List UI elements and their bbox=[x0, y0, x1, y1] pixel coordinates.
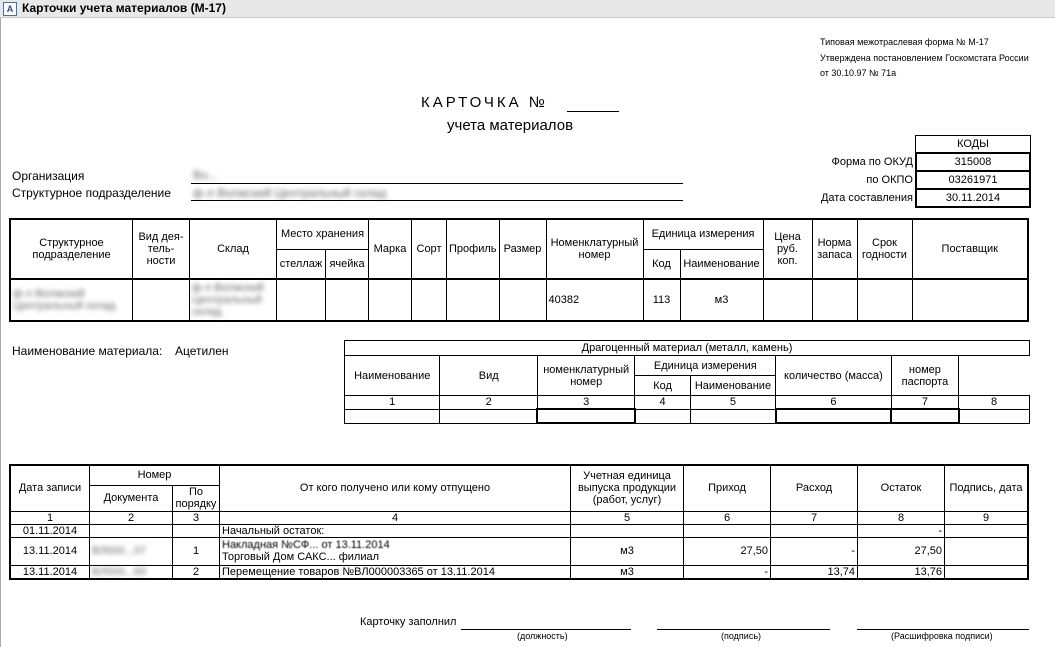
okpo-label: по ОКПО bbox=[866, 174, 913, 186]
row-order: 1 bbox=[173, 537, 220, 565]
card-title: КАРТОЧКА № bbox=[421, 94, 548, 111]
row2-passport bbox=[891, 409, 958, 423]
row-sign bbox=[945, 537, 1029, 565]
row-nomen: 40382 bbox=[546, 279, 643, 321]
row2-name bbox=[345, 409, 440, 423]
th2-blank bbox=[959, 356, 1030, 396]
row-from-line1: Накладная №СФ... от 13.11.2014 bbox=[222, 539, 390, 551]
row2-kind bbox=[440, 409, 537, 423]
codes-table bbox=[763, 135, 1031, 208]
th-profile: Профиль bbox=[447, 219, 500, 279]
num2-1: 1 bbox=[345, 396, 440, 410]
row2-code bbox=[635, 409, 690, 423]
document-icon: A bbox=[3, 2, 17, 16]
num2-8: 8 bbox=[959, 396, 1030, 410]
row-unit: м3 bbox=[571, 537, 684, 565]
num3-2: 2 bbox=[90, 511, 173, 524]
th3-sign: Подпись, дата bbox=[945, 465, 1029, 511]
dept-label: Структурное подразделение bbox=[12, 186, 171, 200]
th3-out: Расход bbox=[771, 465, 858, 511]
row-brand bbox=[369, 279, 412, 321]
th-warehouse: Склад bbox=[190, 219, 277, 279]
th3-number: Номер bbox=[90, 465, 220, 485]
row-order: 2 bbox=[173, 565, 220, 579]
row-in: 27,50 bbox=[684, 537, 771, 565]
decoding-caption: (Расшифровка подписи) bbox=[891, 631, 993, 641]
form-header-line3: от 30.10.97 № 71а bbox=[820, 68, 897, 78]
row-from-line2: Торговый Дом САКС... филиал bbox=[222, 551, 380, 563]
row-rack bbox=[277, 279, 326, 321]
precious-material-table bbox=[344, 340, 1030, 424]
th2-passport: номер паспорта bbox=[891, 356, 958, 396]
th-size: Размер bbox=[499, 219, 546, 279]
title-bar bbox=[0, 0, 1055, 18]
th-unit: Единица измерения bbox=[643, 219, 763, 249]
num2-5: 5 bbox=[690, 396, 775, 410]
row-shelf bbox=[857, 279, 912, 321]
num2-3: 3 bbox=[537, 396, 634, 410]
row-rest: 27,50 bbox=[858, 537, 945, 565]
th-unit-name: Наименование bbox=[680, 249, 763, 279]
th-shelf: Срок годности bbox=[857, 219, 912, 279]
th-unit-code: Код bbox=[643, 249, 680, 279]
num3-8: 8 bbox=[858, 511, 945, 524]
row-out: 13,74 bbox=[771, 565, 858, 579]
row-out bbox=[771, 524, 858, 537]
material-attributes-table bbox=[9, 218, 1029, 322]
row-from: Начальный остаток: bbox=[220, 524, 571, 537]
num3-5: 5 bbox=[571, 511, 684, 524]
th3-unit: Учетная единица выпуска продукции (работ, услуг) bbox=[571, 465, 684, 511]
num3-9: 9 bbox=[945, 511, 1029, 524]
num3-6: 6 bbox=[684, 511, 771, 524]
material-label: Наименование материала: bbox=[12, 344, 163, 358]
row-sign bbox=[945, 524, 1029, 537]
row-cell bbox=[326, 279, 369, 321]
row-unit-code: 113 bbox=[643, 279, 680, 321]
table-row bbox=[10, 537, 1028, 565]
row-activity bbox=[133, 279, 190, 321]
num2-4: 4 bbox=[635, 396, 690, 410]
row-grade bbox=[412, 279, 447, 321]
signature-caption: (подпись) bbox=[721, 631, 762, 641]
th3-in: Приход bbox=[684, 465, 771, 511]
th-supplier: Поставщик bbox=[912, 219, 1028, 279]
movements-table bbox=[9, 464, 1029, 580]
th2-code: Код bbox=[635, 376, 690, 396]
num2-2: 2 bbox=[440, 396, 537, 410]
row2-blank bbox=[959, 409, 1030, 423]
num3-1: 1 bbox=[10, 511, 90, 524]
row-profile bbox=[447, 279, 500, 321]
row-from bbox=[220, 537, 571, 565]
th-dept: Структурное подразделение bbox=[10, 219, 133, 279]
th-precious: Драгоценный материал (металл, камень) bbox=[345, 341, 1030, 356]
row2-nomen bbox=[537, 409, 634, 423]
row2-unit-name bbox=[690, 409, 775, 423]
row-out: - bbox=[771, 537, 858, 565]
row-size bbox=[499, 279, 546, 321]
material-value: Ацетилен bbox=[175, 344, 229, 358]
th2-unit-name: Наименование bbox=[690, 376, 775, 396]
position-line bbox=[461, 629, 631, 630]
num3-4: 4 bbox=[220, 511, 571, 524]
row-unit-name: м3 bbox=[680, 279, 763, 321]
row-rest: 13,76 bbox=[858, 565, 945, 579]
date-value: 30.11.2014 bbox=[916, 189, 1030, 207]
org-label: Организация bbox=[12, 169, 85, 183]
row-from: Перемещение товаров №ВЛ000003365 от 13.11.2014 bbox=[220, 565, 571, 579]
row-dept: ф-л Волжский Центральный склад bbox=[10, 279, 133, 321]
org-underline bbox=[191, 183, 683, 184]
form-page bbox=[0, 18, 1055, 647]
form-header-line1: Типовая межотраслевая форма № М-17 bbox=[820, 37, 989, 47]
row2-qty bbox=[776, 409, 892, 423]
num3-3: 3 bbox=[173, 511, 220, 524]
row-date: 13.11.2014 bbox=[10, 537, 90, 565]
th2-unit: Единица измерения bbox=[635, 356, 776, 376]
codes-header: КОДЫ bbox=[916, 136, 1030, 154]
th2-name: Наименование bbox=[345, 356, 440, 396]
signature-line bbox=[657, 629, 830, 630]
row-norm bbox=[812, 279, 857, 321]
th-rack: стеллаж bbox=[277, 249, 326, 279]
th3-date: Дата записи bbox=[10, 465, 90, 511]
row-unit: м3 bbox=[571, 565, 684, 579]
th-price: Цена руб. коп. bbox=[763, 219, 812, 279]
dept-value: ф-л Волжский Центральный склад bbox=[193, 186, 387, 200]
th2-kind: Вид bbox=[440, 356, 537, 396]
row-warehouse: ф-л Волжский Центральный склад bbox=[190, 279, 277, 321]
th-grade: Сорт bbox=[412, 219, 447, 279]
row-order bbox=[173, 524, 220, 537]
row-in bbox=[684, 524, 771, 537]
row-unit bbox=[571, 524, 684, 537]
row-date: 13.11.2014 bbox=[10, 565, 90, 579]
row-rest: - bbox=[858, 524, 945, 537]
card-subtitle: учета материалов bbox=[447, 117, 574, 134]
th-storage: Место хранения bbox=[277, 219, 369, 249]
th-cell: ячейка bbox=[326, 249, 369, 279]
row-in: - bbox=[684, 565, 771, 579]
row-doc: ВЛ000...07 bbox=[90, 537, 173, 565]
decoding-line bbox=[857, 629, 1029, 630]
th3-from: От кого получено или кому отпущено bbox=[220, 465, 571, 511]
num3-7: 7 bbox=[771, 511, 858, 524]
row-price bbox=[763, 279, 812, 321]
row-supplier bbox=[912, 279, 1028, 321]
filled-by-label: Карточку заполнил bbox=[360, 616, 457, 628]
org-value: Во... bbox=[193, 168, 218, 182]
row-sign bbox=[945, 565, 1029, 579]
okud-value: 315008 bbox=[916, 153, 1030, 171]
th3-doc: Документа bbox=[90, 485, 173, 511]
num2-7: 7 bbox=[891, 396, 958, 410]
card-number-line bbox=[567, 111, 619, 112]
row-doc bbox=[90, 524, 173, 537]
th3-rest: Остаток bbox=[858, 465, 945, 511]
form-header-line2: Утверждена постановлением Госкомстата России bbox=[820, 53, 1029, 63]
date-label: Дата составления bbox=[820, 192, 913, 204]
table-row bbox=[10, 524, 1028, 537]
th-nomen: Номенклатурный номер bbox=[546, 219, 643, 279]
th-activity: Вид дея-тель-ности bbox=[133, 219, 190, 279]
row-date: 01.11.2014 bbox=[10, 524, 90, 537]
row-doc: ВЛ000...65 bbox=[90, 565, 173, 579]
okpo-value: 03261971 bbox=[916, 171, 1030, 189]
position-caption: (должность) bbox=[517, 631, 568, 641]
num2-6: 6 bbox=[776, 396, 892, 410]
th2-nomen: номенклатурный номер bbox=[537, 356, 634, 396]
th-brand: Марка bbox=[369, 219, 412, 279]
window-title: Карточки учета материалов (М-17) bbox=[22, 1, 226, 15]
th3-order: По порядку bbox=[173, 485, 220, 511]
th-norm: Норма запаса bbox=[812, 219, 857, 279]
table-row bbox=[10, 565, 1028, 579]
okud-label: Форма по ОКУД bbox=[831, 156, 913, 168]
dept-underline bbox=[191, 200, 683, 201]
th2-qty: количество (масса) bbox=[776, 356, 892, 396]
